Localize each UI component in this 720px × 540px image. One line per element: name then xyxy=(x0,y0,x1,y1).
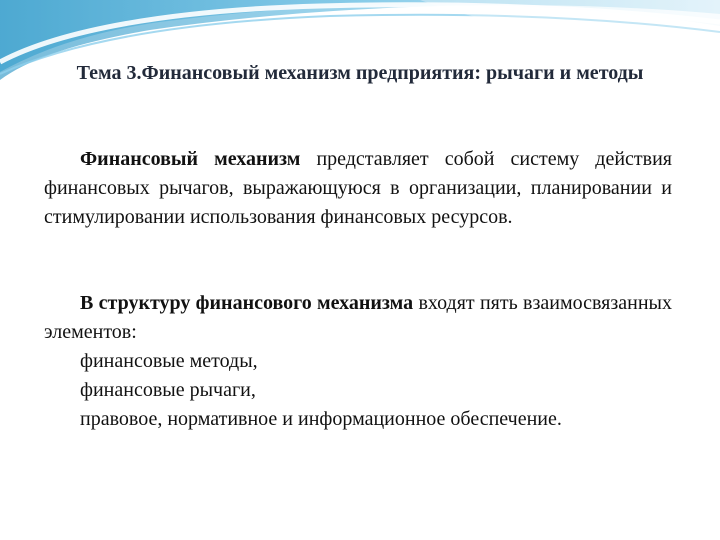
structure-paragraph xyxy=(44,289,672,434)
list-item: финансовые методы, xyxy=(80,350,258,372)
list-item: финансовые рычаги, xyxy=(80,379,256,401)
list-item: правовое, нормативное и информационное обеспечение. xyxy=(80,408,562,430)
definition-paragraph xyxy=(44,145,672,232)
definition-term: Финансовый механизм xyxy=(80,148,301,170)
slide-title: Тема 3.Финансовый механизм предприятия: рычаги и методы xyxy=(76,62,644,84)
structure-text: входят пять взаимосвязанных элементов: xyxy=(44,292,672,343)
definition-text: представляет собой систему действия финансовых рычагов, выражающуюся в организации, планировании и стимулировании использования финансовых ресурсов. xyxy=(44,148,673,228)
structure-term: В структуру финансового механизма xyxy=(80,292,414,314)
